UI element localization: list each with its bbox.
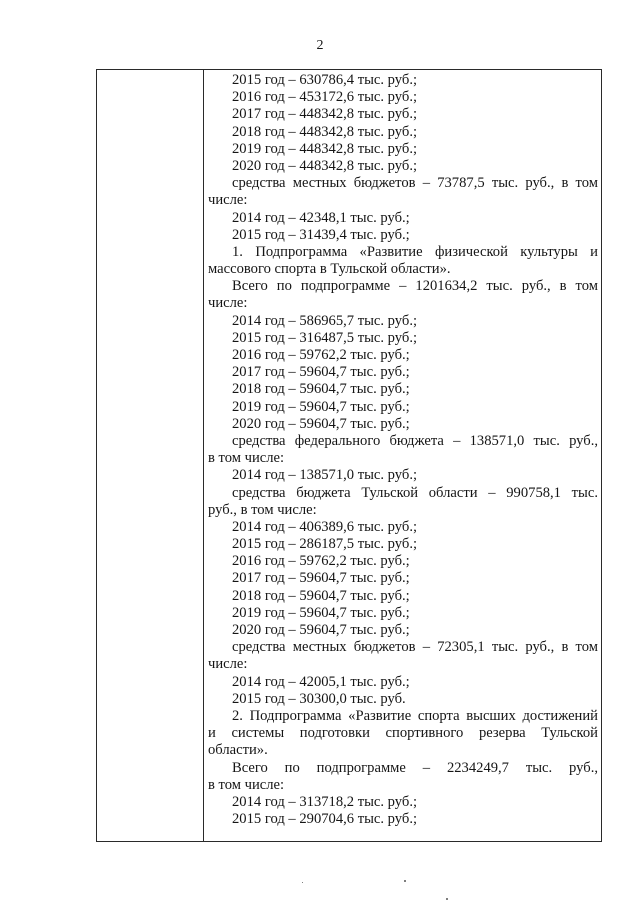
- text-line: Всего по подпрограмме – 2234249,7 тыс. руб.,: [232, 759, 598, 776]
- scan-speck: [404, 880, 406, 882]
- funding-text-cell: [208, 72, 598, 828]
- text-line: 2017 год – 59604,7 тыс. руб.;: [232, 364, 410, 381]
- text-line: средства местных бюджетов – 73787,5 тыс. руб., в том: [232, 175, 598, 192]
- text-line: 2019 год – 59604,7 тыс. руб.;: [232, 604, 410, 621]
- text-line: 2020 год – 59604,7 тыс. руб.;: [232, 622, 410, 638]
- text-line: 2015 год – 30300,0 тыс. руб.: [232, 690, 406, 707]
- text-line: 1. Подпрограмма «Развитие физической культуры и: [232, 243, 598, 260]
- text-line: 2. Подпрограмма «Развитие спорта высших достижений: [232, 707, 598, 724]
- text-line: 2015 год – 286187,5 тыс. руб.;: [232, 536, 418, 553]
- text-line: 2016 год – 59762,2 тыс. руб.;: [232, 553, 410, 570]
- text-line: 2020 год – 448342,8 тыс. руб.;: [232, 157, 418, 174]
- text-line: 2017 год – 59604,7 тыс. руб.;: [232, 570, 410, 587]
- scan-speck: [302, 882, 303, 883]
- text-line: 2017 год – 448342,8 тыс. руб.;: [232, 106, 418, 123]
- text-line: 2014 год – 313718,2 тыс. руб.;: [232, 793, 418, 810]
- page-number: 2: [316, 38, 324, 53]
- text-line: 2019 год – 59604,7 тыс. руб.;: [232, 398, 410, 415]
- text-line: 2016 год – 453172,6 тыс. руб.;: [232, 89, 418, 106]
- text-line: 2015 год – 316487,5 тыс. руб.;: [232, 329, 418, 346]
- text-line: в том числе:: [208, 776, 285, 793]
- text-line: 2018 год – 59604,7 тыс. руб.;: [232, 381, 410, 398]
- text-line: 2018 год – 448342,8 тыс. руб.;: [232, 123, 418, 140]
- text-line: средства федерального бюджета – 138571,0 тыс. руб.,: [232, 432, 598, 449]
- text-line: Всего по подпрограмме – 1201634,2 тыс. руб., в том: [232, 278, 598, 295]
- text-line: 2014 год – 586965,7 тыс. руб.;: [232, 312, 418, 329]
- text-line: числе:: [208, 656, 248, 673]
- text-line: числе:: [208, 295, 248, 312]
- text-line: 2014 год – 138571,0 тыс. руб.;: [232, 467, 418, 484]
- text-line: области».: [208, 742, 268, 759]
- text-line: 2019 год – 448342,8 тыс. руб.;: [232, 140, 418, 157]
- text-line: 2020 год – 59604,7 тыс. руб.;: [232, 415, 410, 432]
- text-line: массового спорта в Тульской области».: [208, 261, 451, 278]
- text-line: 2014 год – 42005,1 тыс. руб.;: [232, 673, 410, 690]
- column-divider: [203, 69, 204, 842]
- text-line: 2014 год – 406389,6 тыс. руб.;: [232, 518, 418, 535]
- text-line: 2015 год – 31439,4 тыс. руб.;: [232, 226, 410, 243]
- text-line: в том числе:: [208, 450, 285, 467]
- scan-speck: [446, 898, 448, 900]
- text-line: средства местных бюджетов – 72305,1 тыс. руб., в том: [232, 639, 598, 656]
- text-line: числе:: [208, 192, 248, 209]
- text-line: 2016 год – 59762,2 тыс. руб.;: [232, 347, 410, 363]
- text-line: руб., в том числе:: [208, 501, 317, 518]
- text-line: 2014 год – 42348,1 тыс. руб.;: [232, 209, 410, 226]
- text-line: 2015 год – 630786,4 тыс. руб.;: [232, 72, 418, 88]
- text-line: 2015 год – 290704,6 тыс. руб.;: [232, 811, 418, 828]
- text-line: и системы подготовки спортивного резерва Тульской: [208, 725, 598, 742]
- text-line: средства бюджета Тульской области – 990758,1 тыс.: [232, 484, 598, 501]
- text-line: 2018 год – 59604,7 тыс. руб.;: [232, 587, 410, 604]
